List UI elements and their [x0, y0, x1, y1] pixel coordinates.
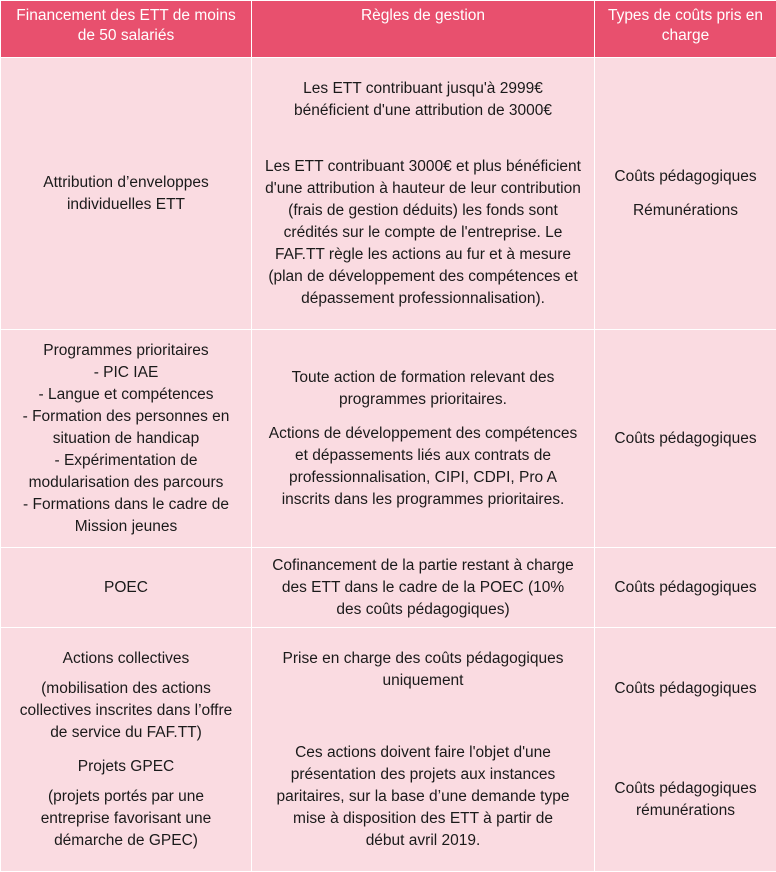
row-rules-attribution	[252, 58, 595, 330]
rule-text: Actions de développement des compétences et dépassements liés aux contrats de professionnalisation, CIPI, CDPI, Pro A inscrits dans les programmes prioritaires.	[266, 423, 580, 511]
rule-text: Toute action de formation relevant des programmes prioritaires.	[266, 367, 580, 411]
rule-text: Les ETT contribuant 3000€ et plus bénéficient d'une attribution à hauteur de leur contribution (frais de gestion déduits) les fonds sont crédités sur le compte de l'entreprise. Le FAF.TT règle les actions au fur et à mesure (plan de développement des compétences et dépassement professionnalisation).	[262, 156, 584, 310]
row-costs-attribution	[595, 58, 776, 330]
block-detail: (mobilisation des actions collectives inscrites dans l’offre de service du FAF.TT)	[7, 678, 245, 744]
table-row	[1, 628, 776, 872]
cost-item: Coûts pédagogiques	[601, 166, 770, 188]
cost-item: Coûts pédagogiques	[601, 428, 770, 450]
rule-text: Les ETT contribuant jusqu'à 2999€ bénéficient d'une attribution de 3000€	[262, 78, 584, 122]
block-title: Actions collectives	[7, 648, 245, 670]
table-header-row	[1, 1, 776, 58]
row-label-poec: POEC	[1, 548, 252, 628]
table-row	[1, 548, 776, 628]
row-label-collectives-gpec	[1, 628, 252, 872]
cost-item: Rémunérations	[601, 200, 770, 222]
rule-text: Ces actions doivent faire l'objet d'une présentation des projets aux instances paritaires, sur la base d’une demande type mise à disposition des ETT à partir de début avril 2019.	[262, 742, 584, 852]
cost-item: Coûts pédagogiques	[601, 678, 770, 700]
row-rules-programmes	[252, 330, 595, 548]
header-financement: Financement des ETT de moins de 50 salariés	[1, 1, 252, 58]
header-types-couts: Types de coûts pris en charge	[595, 1, 776, 58]
block-title: Projets GPEC	[7, 756, 245, 778]
cost-item: Coûts pédagogiques	[601, 577, 770, 599]
row-label-programmes: Programmes prioritaires - PIC IAE - Langue et compétences - Formation des personnes en situation de handicap - Expérimentation de modularisation des parcours - Formations dans le cadre de Mission jeunes	[1, 330, 252, 548]
table-row	[1, 330, 776, 548]
row-costs-collectives-gpec	[595, 628, 776, 872]
header-regles: Règles de gestion	[252, 1, 595, 58]
row-rules-collectives-gpec	[252, 628, 595, 872]
cost-item: rémunérations	[601, 800, 770, 822]
rule-text: Prise en charge des coûts pédagogiques uniquement	[262, 648, 584, 692]
table-row	[1, 58, 776, 330]
row-costs-programmes	[595, 330, 776, 548]
cost-item: Coûts pédagogiques	[601, 778, 770, 800]
row-rules-poec	[252, 548, 595, 628]
rule-text: Cofinancement de la partie restant à charge des ETT dans le cadre de la POEC (10% des coûts pédagogiques)	[272, 555, 574, 621]
row-label-attribution: Attribution d’enveloppes individuelles ETT	[1, 58, 252, 330]
row-costs-poec	[595, 548, 776, 628]
block-detail: (projets portés par une entreprise favorisant une démarche de GPEC)	[7, 786, 245, 852]
